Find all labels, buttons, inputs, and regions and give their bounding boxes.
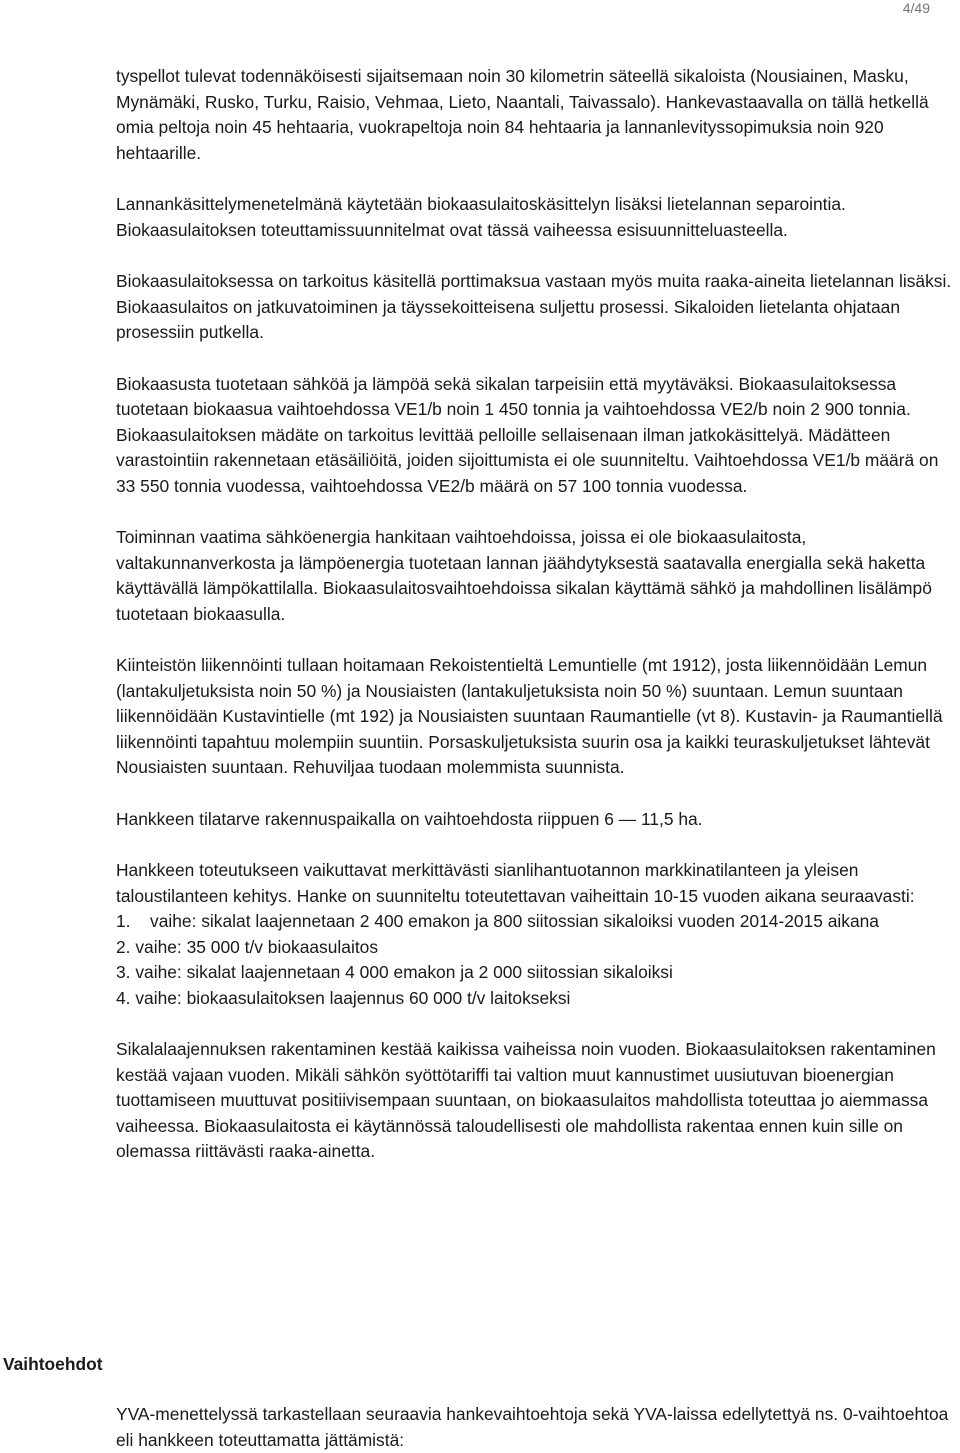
paragraph-field-locations: tyspellot tulevat todennäköisesti sijaitsemaan noin 30 kilometrin säteellä sikaloista (Nousiainen, Masku, Mynämäki, Rusko, Turku, Raisio, Vehmaa, Lieto, Naantali, Taivassalo). Hankevastaavalla on tällä hetkellä omia peltoja noin 45 hehtaaria, vuokrapeltoja noin 84 hehtaaria ja lannanlevityssopimuksia noin 920 hehtaarille. [116, 66, 929, 163]
list-item [116, 986, 954, 1012]
paragraph-alternatives-intro: YVA-menettelyssä tarkastellaan seuraavia hankevaihtoehtoja sekä YVA-laissa edellytettyä ns. 0-vaihtoehtoa eli hankkeen toteuttamatta jättämistä: [116, 1404, 949, 1450]
paragraph-manure-treatment: Lannankäsittelymenetelmänä käytetään biokaasulaitoskäsittelyn lisäksi lietelannan separointia. Biokaasulaitoksen toteuttamissuunnitelmat ovat tässä vaiheessa esisuunnitteluasteella. [116, 194, 846, 240]
list-item [116, 960, 954, 986]
paragraph-implementation: Hankkeen toteutukseen vaikuttavat merkittävästi sianlihantuotannon markkinatilanteen ja yleisen taloustilanteen kehitys. Hanke on suunniteltu toteutettavan vaiheittain 10-15 vuoden aikana seuraavasti: [116, 860, 915, 906]
list-item [116, 909, 954, 935]
paragraph-traffic: Kiinteistön liikennöinti tullaan hoitamaan Rekoistentieltä Lemuntielle (mt 1912), josta liikennöidään Lemun (lantakuljetuksista noin 50 %) ja Nousiaisten (lantakuljetuksista noin 50 %) suuntaan. Lemun suuntaan liikennöidään Kustavintielle (mt 192) ja Nousiaisten suuntaan Raumantielle (vt 8). Kustavin- ja Raumantiellä liikennöinti tapahtuu molempiin suuntiin. Porsaskuljetuksista suurin osa ja kaikki teuraskuljetukset lähtevät Nousiaisten suuntaan. Rehuviljaa tuodaan molemmista suunnista. [116, 655, 943, 777]
paragraph-space-requirement: Hankkeen tilatarve rakennuspaikalla on vaihtoehdosta riippuen 6 — 11,5 ha. [116, 808, 703, 829]
list-item-number: 3. [116, 962, 131, 982]
list-item-number: 2. [116, 936, 131, 957]
list-item-number: 4. [116, 987, 131, 1008]
list-item-text: vaihe: 35 000 t/v biokaasulaitos [135, 936, 379, 957]
list-item-text: vaihe: sikalat laajennetaan 2 400 emakon ja 800 siitossian sikaloiksi vuoden 2014-2015 aikana [150, 911, 879, 931]
list-item-text: vaihe: biokaasulaitoksen laajennus 60 000 t/v laitokseksi [135, 987, 571, 1008]
phase-list [116, 909, 954, 1011]
section-heading-alternatives: Vaihtoehdot [3, 1354, 103, 1374]
paragraph-biogas-production: Biokaasusta tuotetaan sähköä ja lämpöä sekä sikalan tarpeisiin että myytäväksi. Biokaasulaitoksessa tuotetaan biokaasua vaihtoehdossa VE1/b noin 1 450 tonnia ja vaihtoehdossa VE2/b noin 2 900 tonnia. Biokaasulaitoksen mädäte on tarkoitus levittää pelloille sellaisenaan ilman jatkokäsittelyä. Mädätteen varastointiin rakennetaan etäsäiliöitä, joiden sijoittumista ei ole suunniteltu. Vaihtoehdossa VE1/b määrä on 33 550 tonnia vuodessa, vaihtoehdossa VE2/b määrä on 57 100 tonnia vuodessa. [116, 373, 939, 496]
list-item-number: 1. [116, 911, 131, 931]
paragraph-biogas-process: Biokaasulaitoksessa on tarkoitus käsitellä porttimaksua vastaan myös muita raaka-aineita lietelannan lisäksi. Biokaasulaitos on jatkuvatoiminen ja täyssekoitteisena suljettu prosessi. Sikaloiden lietelanta ohjataan prosessiin putkella. [116, 271, 952, 342]
document-body [116, 64, 954, 1165]
paragraph-energy: Toiminnan vaatima sähköenergia hankitaan vaihtoehdoissa, joissa ei ole biokaasulaitosta, valtakunnanverkosta ja lämpöenergia tuotetaan lannan jäähdytyksestä saatavalla energialla sekä haketta käyttävällä lämpökattilalla. Biokaasulaitosvaihtoehdoissa sikalan käyttämä sähkö ja mahdollinen lisälämpö tuotetaan biokaasulla. [116, 527, 932, 624]
page-number: 4/49 [902, 0, 930, 16]
list-item [116, 935, 954, 961]
list-item-text: vaihe: sikalat laajennetaan 4 000 emakon ja 2 000 siitossian sikaloiksi [135, 962, 673, 982]
paragraph-construction-schedule: Sikalalaajennuksen rakentaminen kestää kaikissa vaiheissa noin vuoden. Biokaasulaitoksen rakentaminen kestää vajaan vuoden. Mikäli sähkön syöttötariffi tai valtion muut kannustimet uusiutuvan bioenergian tuottamiseen muuttuvat positiivisempaan suuntaan, on biokaasulaitos mahdollista toteuttaa jo aiemmassa vaiheessa. Biokaasulaitosta ei käytännössä taloudellisesti ole mahdollista rakentaa ennen kuin sille on olemassa riittävästi raaka-ainetta. [116, 1039, 936, 1161]
